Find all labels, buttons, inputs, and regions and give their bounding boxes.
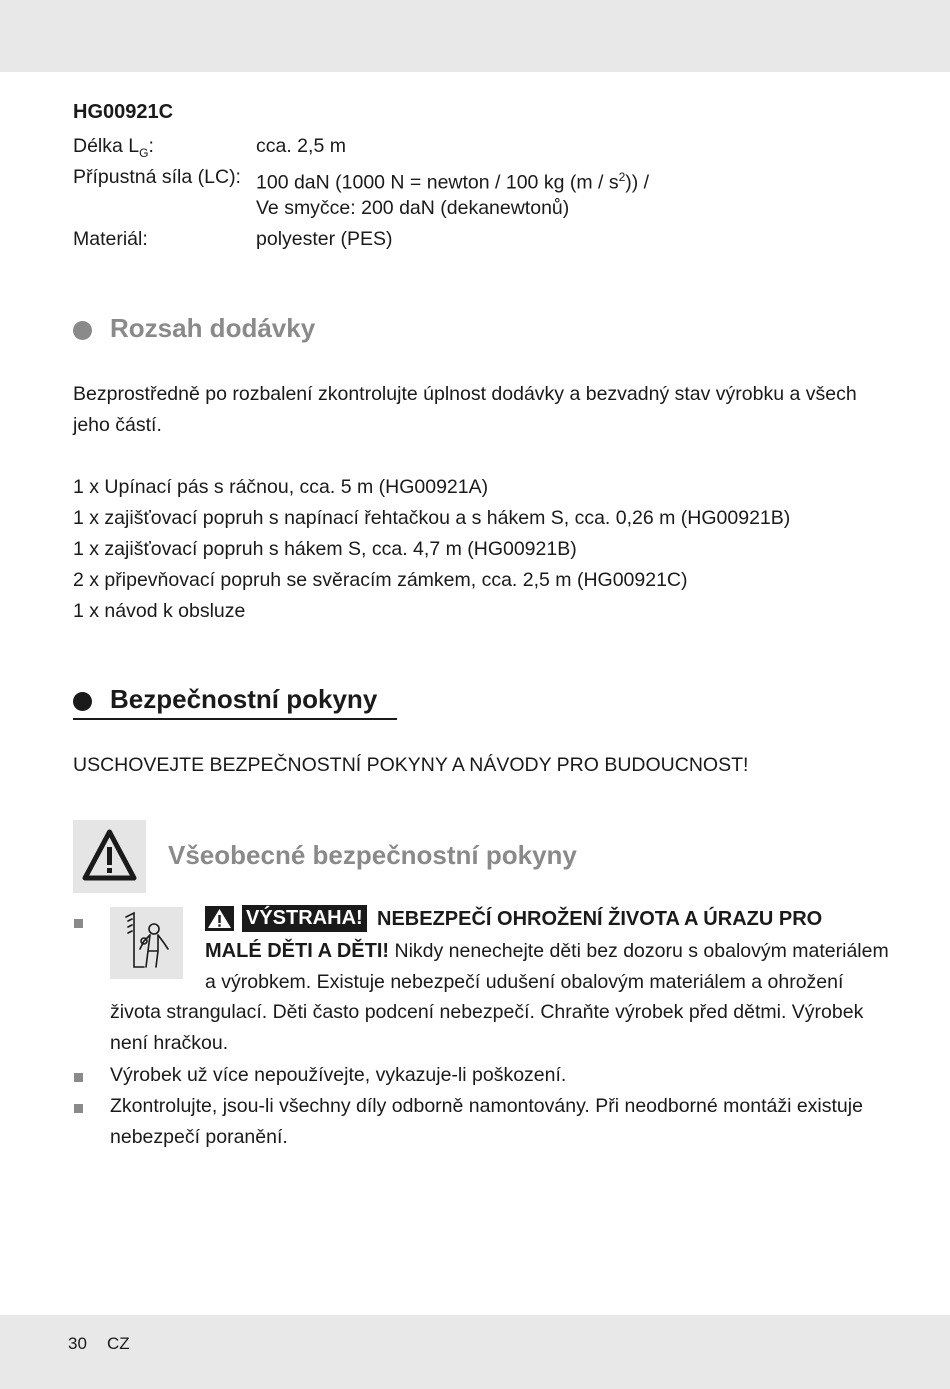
list-item: 1 x návod k obsluze: [73, 600, 246, 622]
heading-underline: [73, 718, 397, 720]
warning-text-line3: života strangulací. Děti často podcení nebezpečí. Chraňte výrobek před dětmi. Výrobek: [110, 1001, 864, 1023]
load-value-loop: Ve smyčce: 200 daN (dekanewtonů): [256, 197, 570, 219]
model-heading: HG00921C: [73, 101, 174, 123]
warning-caps-line1: NEBEZPEČÍ OHROŽENÍ ŽIVOTA A ÚRAZU PRO: [377, 908, 823, 930]
section-bullet-icon: [73, 692, 92, 711]
delivery-heading: Rozsah dodávky: [110, 313, 316, 343]
material-value: polyester (PES): [256, 228, 393, 250]
length-label: Délka $L_G$:: [73, 135, 154, 160]
general-safety-heading: Všeobecné bezpečnostní pokyny: [168, 840, 577, 870]
warning-text-line1: MALÉ DĚTI A DĚTI! Nikdy nenechejte děti bez dozoru s obalovým materiálem: [205, 940, 889, 962]
safety-bullet-assembly-line1: Zkontrolujte, jsou-li všechny díly odborně namontovány. Při neodborné montáži existuje: [110, 1095, 863, 1117]
length-value: cca. 2,5 m: [256, 135, 346, 157]
length-subscript: G: [139, 145, 149, 160]
delivery-intro-line2: jeho částí.: [73, 414, 162, 436]
page-number: 30: [68, 1334, 87, 1353]
child-icon: [110, 907, 183, 979]
material-label: Materiál:: [73, 228, 148, 250]
keep-instructions-notice: USCHOVEJTE BEZPEČNOSTNÍ POKYNY A NÁVODY PRO BUDOUCNOST!: [73, 754, 749, 776]
safety-bullet-damage: Výrobek už více nepoužívejte, vykazuje-li poškození.: [110, 1064, 567, 1086]
section-bullet-icon: [73, 321, 92, 340]
footer-band: [0, 1315, 950, 1389]
language-code: CZ: [107, 1334, 130, 1353]
warning-label: VÝSTRAHA!: [242, 905, 367, 932]
list-item: 1 x Upínací pás s ráčnou, cca. 5 m (HG00921A): [73, 476, 489, 498]
safety-bullet-assembly-line2: nebezpečí poranění.: [110, 1126, 288, 1148]
bullet-square-icon: [74, 1104, 83, 1113]
list-item: 2 x připevňovací popruh se svěracím zámkem, cca. 2,5 m (HG00921C): [73, 569, 688, 591]
warning-text-line2: a výrobkem. Existuje nebezpečí udušení obalovým materiálem a ohrožení: [205, 971, 844, 993]
bullet-square-icon: [74, 1073, 83, 1082]
warning-triangle-icon: [73, 820, 146, 893]
list-item: 1 x zajišťovací popruh s napínací řehtačkou a s hákem S, cca. 0,26 m (HG00921B): [73, 507, 791, 529]
warning-text-line4: není hračkou.: [110, 1032, 229, 1054]
small-warning-icon: [205, 906, 234, 931]
delivery-intro-line1: Bezprostředně po rozbalení zkontrolujte úplnost dodávky a bezvadný stav výrobku a všech: [73, 383, 857, 405]
header-band: [0, 0, 950, 72]
bullet-square-icon: [74, 919, 83, 928]
load-value: 100 daN (1000 N = newton / 100 kg $(m / s^2)$) /: [256, 170, 650, 194]
safety-heading: Bezpečnostní pokyny: [110, 684, 378, 714]
list-item: 1 x zajišťovací popruh s hákem S, cca. 4,7 m (HG00921B): [73, 538, 577, 560]
load-label: Přípustná síla (LC):: [73, 166, 241, 188]
